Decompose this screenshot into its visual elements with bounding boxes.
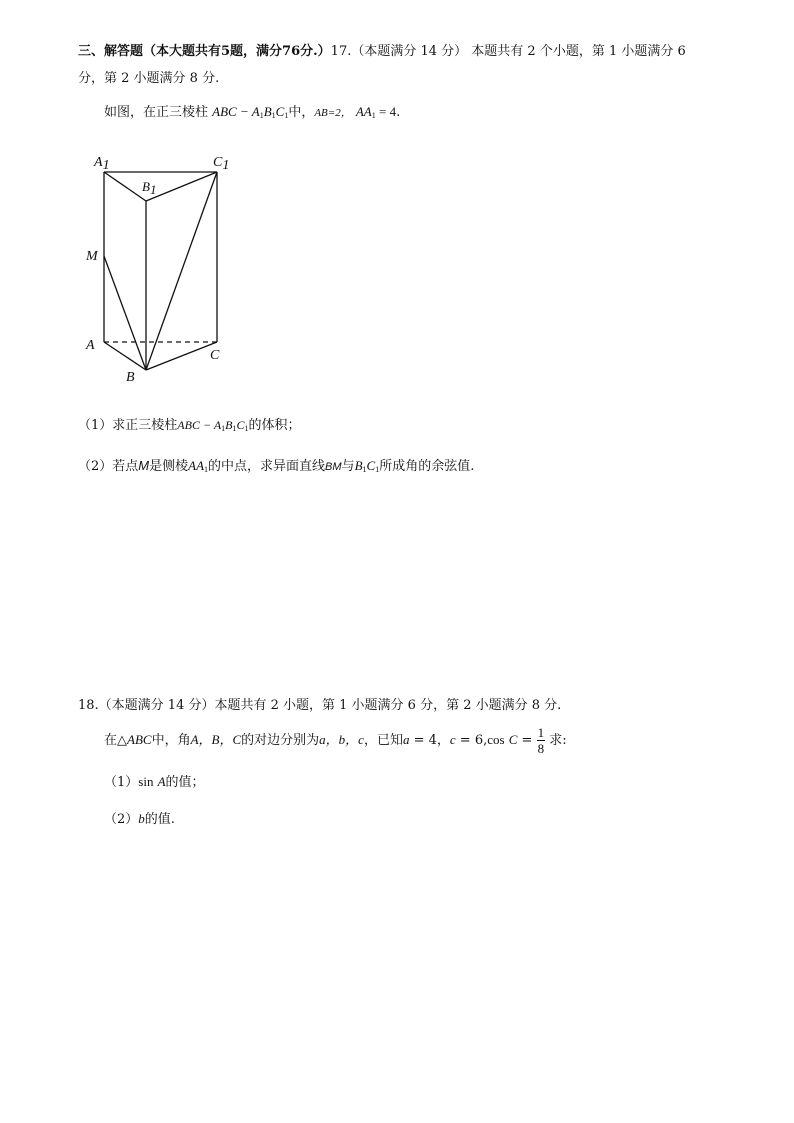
q17-stem: 如图，在正三棱柱 ABC − $A_1B_1C_1$中，AB=2， $AA_1 = 4$. xyxy=(104,104,401,120)
q17-intro-continued: 分，第 2 小题满分 8 分. xyxy=(78,71,220,86)
ab-value: AB=2， xyxy=(314,107,352,119)
edge-a-b xyxy=(104,342,146,370)
label-c: C xyxy=(210,348,220,363)
label-a1: A1 xyxy=(94,155,110,173)
q18-part-2: （2）b的值. xyxy=(104,811,175,827)
label-b1: B1 xyxy=(142,179,157,197)
prism-edges xyxy=(104,172,217,370)
fraction-one-eighth: $\frac{1}{8}$ xyxy=(537,725,545,756)
edge-b1-c1 xyxy=(146,172,217,201)
label-c1: C1 xyxy=(213,155,230,173)
edge-a1-b1 xyxy=(104,172,146,201)
q18-intro: 18.（本题满分 14 分）本题共有 2 小题，第 1 小题满分 6 分，第 2 小题满分 8 分. xyxy=(78,698,562,713)
q17-part-2: （2）若点M是侧棱$AA_1$的中点，求异面直线BM与$B_1C_1$所成角的余弦值. xyxy=(78,458,475,474)
aa1-value: $AA_1 = 4$ xyxy=(355,104,397,120)
q17-intro: 17.（本题满分 14 分） 本题共有 2 个小题，第 1 小题满分 6 xyxy=(330,44,686,59)
q17-part-1: （1）求正三棱柱ABC − $A_1B_1C_1$的体积； xyxy=(78,418,301,433)
edge-b-c xyxy=(146,342,217,370)
section-heading: 三、解答题（本大题共有5题，满分76分.） xyxy=(78,44,331,59)
prism-name: ABC − $A_1B_1C_1$ xyxy=(212,104,289,120)
label-a: A xyxy=(86,338,95,353)
segment-m-b xyxy=(104,256,146,370)
label-m: M xyxy=(86,249,98,264)
q18-stem: 在△ABC中，角A，B，C的对边分别为a，b，c，已知a = 4，c = 6,cos C = $\frac{1}{8}$ 求: xyxy=(104,725,567,756)
segment-b-c1 xyxy=(146,172,217,370)
label-b: B xyxy=(126,370,135,385)
q18-part-1: （1）sin A的值； xyxy=(104,774,205,790)
